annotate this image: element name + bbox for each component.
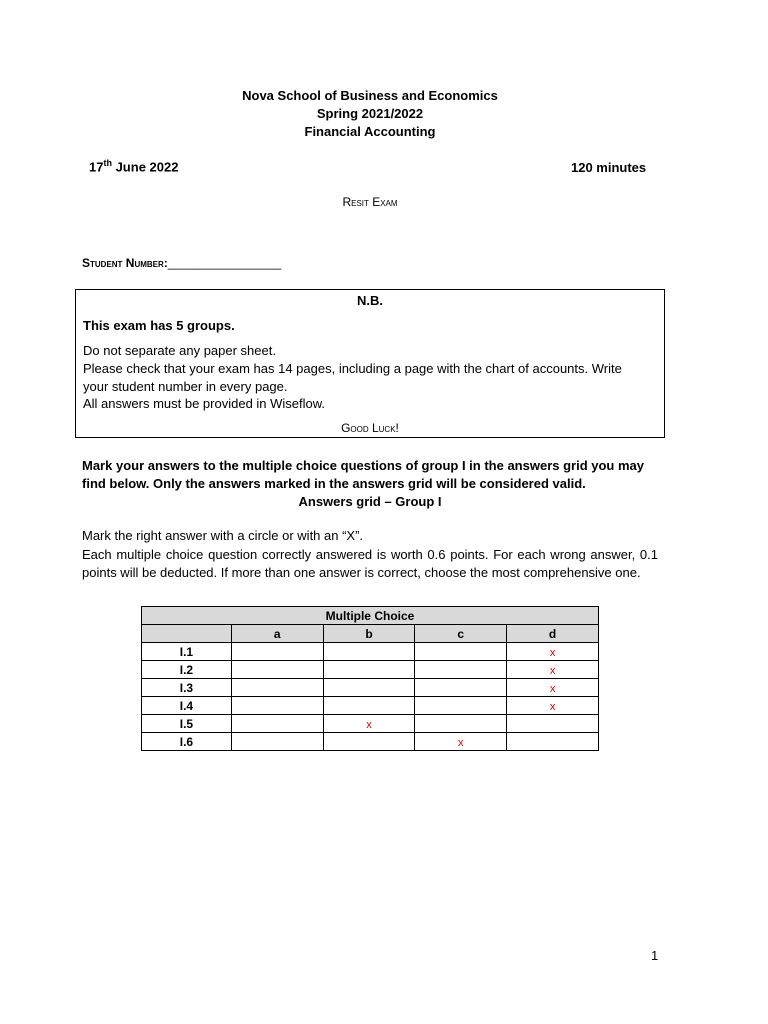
student-number-label: Student Number:: [82, 256, 168, 270]
table-row: [142, 715, 599, 733]
student-number-line: [82, 256, 281, 270]
answer-cell-d[interactable]: [507, 697, 599, 715]
question-label: I.3: [142, 679, 232, 697]
answer-cell-b[interactable]: [323, 661, 415, 679]
grid-col-a: a: [231, 625, 323, 643]
instructions-bold-line-1: Mark your answers to the multiple choice questions of group I in the answers grid you may: [82, 458, 644, 473]
answer-mark: x: [549, 646, 556, 659]
answer-cell-b[interactable]: [323, 715, 415, 733]
answer-mark: x: [458, 736, 464, 749]
answer-cell-a[interactable]: [231, 697, 323, 715]
nb-line-2: Please check that your exam has 14 pages, including a page with the chart of accounts. Write: [83, 361, 622, 376]
question-label: I.1: [142, 643, 232, 661]
nb-groups-line: This exam has 5 groups.: [83, 318, 235, 333]
nb-notice-box: [75, 289, 665, 438]
nb-line-4: All answers must be provided in Wiseflow.: [83, 396, 326, 411]
answer-mark: x: [549, 700, 556, 713]
answer-cell-d[interactable]: [507, 733, 599, 751]
answer-cell-c[interactable]: [415, 715, 507, 733]
nb-line-1: Do not separate any paper sheet.: [83, 343, 276, 358]
table-row: [142, 679, 599, 697]
table-row: [142, 697, 599, 715]
answer-cell-a[interactable]: [231, 643, 323, 661]
exam-date: 17th June 2022: [89, 158, 179, 175]
scoring-paragraph: Each multiple choice question correctly answered is worth 0.6 points. For each wrong answer, 0.1 points will be deducted. If more than one answer is correct, choose the most comprehensive one.: [82, 547, 658, 580]
answer-cell-d[interactable]: [507, 715, 599, 733]
grid-corner-cell: [142, 625, 232, 643]
answer-mark: x: [366, 718, 372, 731]
answer-cell-d[interactable]: [507, 661, 599, 679]
answer-cell-c[interactable]: [415, 733, 507, 751]
nb-closing: Good Luck!: [341, 421, 399, 435]
exam-type: Resit Exam: [342, 195, 398, 209]
table-row: [142, 733, 599, 751]
question-label: I.5: [142, 715, 232, 733]
exam-duration: 120 minutes: [571, 160, 647, 175]
grid-col-d: d: [507, 625, 599, 643]
answer-cell-a[interactable]: [231, 715, 323, 733]
answer-mark: x: [549, 682, 556, 695]
answer-cell-c[interactable]: [415, 679, 507, 697]
instructions-bold-line-2: find below. Only the answers marked in the answers grid will be considered valid.: [82, 476, 586, 491]
grid-col-b: b: [323, 625, 415, 643]
term: Spring 2021/2022: [316, 106, 424, 121]
page-number: 1: [651, 948, 659, 963]
answers-grid: [141, 606, 599, 751]
answer-cell-c[interactable]: [415, 643, 507, 661]
answer-cell-b[interactable]: [323, 733, 415, 751]
grid-col-c: c: [415, 625, 507, 643]
course-title: Financial Accounting: [304, 124, 436, 139]
school-name: Nova School of Business and Economics: [242, 88, 498, 103]
mark-instruction: Mark the right answer with a circle or with an “X”.: [82, 528, 364, 543]
answer-cell-c[interactable]: [415, 661, 507, 679]
answer-cell-b[interactable]: [323, 697, 415, 715]
question-label: I.2: [142, 661, 232, 679]
question-label: I.4: [142, 697, 232, 715]
question-label: I.6: [142, 733, 232, 751]
answer-cell-a[interactable]: [231, 661, 323, 679]
grid-title: Answers grid – Group I: [298, 494, 442, 509]
answer-cell-a[interactable]: [231, 733, 323, 751]
answer-cell-d[interactable]: [507, 643, 599, 661]
grid-header-title: Multiple Choice: [142, 607, 599, 625]
student-number-blank: _________________: [167, 256, 282, 270]
table-row: [142, 643, 599, 661]
table-row: [142, 661, 599, 679]
answer-cell-c[interactable]: [415, 697, 507, 715]
answer-cell-b[interactable]: [323, 643, 415, 661]
answer-cell-d[interactable]: [507, 679, 599, 697]
nb-line-3: your student number in every page.: [83, 379, 288, 394]
answer-cell-b[interactable]: [323, 679, 415, 697]
answer-cell-a[interactable]: [231, 679, 323, 697]
answer-mark: x: [549, 664, 556, 677]
nb-title: N.B.: [357, 293, 383, 308]
